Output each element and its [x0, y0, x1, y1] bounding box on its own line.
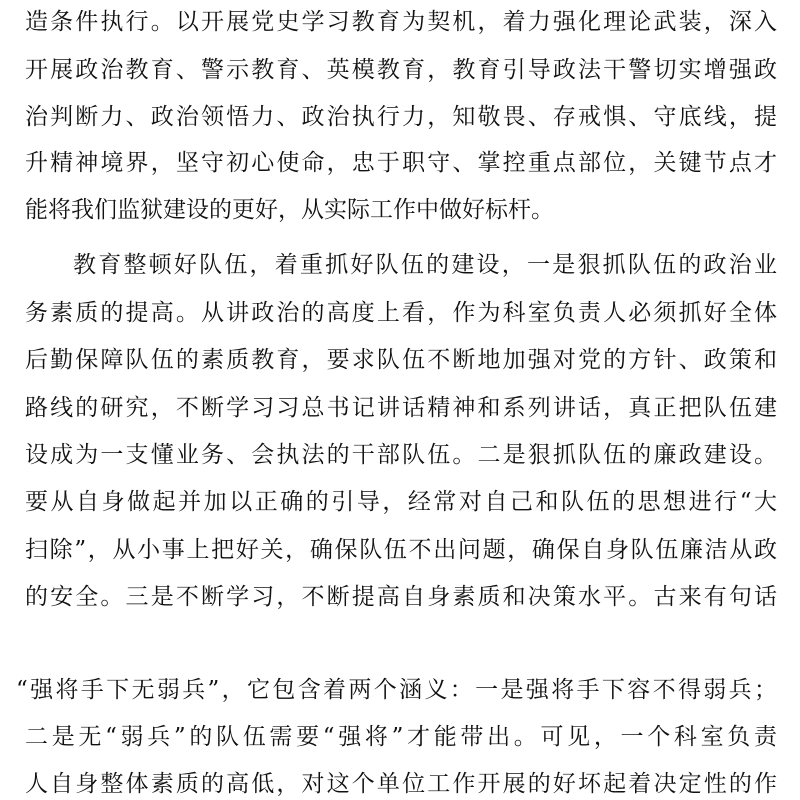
text-line: 人自身整体素质的高低，对这个单位工作开展的好坏起着决定性的作	[25, 771, 777, 797]
text-line: 的安全。三是不断学习，不断提高自身素质和决策水平。古来有句话	[25, 584, 777, 610]
text-line: 路线的研究，不断学习习总书记讲话精神和系列讲话，真正把队伍建	[25, 395, 777, 421]
text-line: 后勤保障队伍的素质教育，要求队伍不断地加强对党的方针、政策和	[25, 347, 777, 373]
text-line: 升精神境界，坚守初心使命，忠于职守、掌控重点部位，关键节点才	[25, 150, 777, 176]
paragraph-start-line: 教育整顿好队伍，着重抓好队伍的建设，一是狠抓队伍的政治业	[73, 252, 777, 278]
text-line: 扫除”，从小事上把好关，确保队伍不出问题，确保自身队伍廉洁从政	[25, 537, 777, 563]
text-line: “强将手下无弱兵”，它包含着两个涵义：一是强将手下容不得弱兵；	[16, 677, 777, 703]
text-line: 治判断力、政治领悟力、政治执行力，知敬畏、存戒惧、守底线，提	[25, 104, 777, 130]
text-line: 要从自身做起并加以正确的引导，经常对自己和队伍的思想进行“大	[25, 489, 777, 515]
text-line: 二是无“弱兵”的队伍需要“强将”才能带出。可见，一个科室负责	[25, 724, 777, 750]
text-line: 能将我们监狱建设的更好，从实际工作中做好标杆。	[25, 197, 554, 223]
text-line: 设成为一支懂业务、会执法的干部队伍。二是狠抓队伍的廉政建设。	[25, 442, 777, 468]
text-line: 造条件执行。以开展党史学习教育为契机，着力强化理论武装，深入	[25, 9, 777, 35]
text-line: 务素质的提高。从讲政治的高度上看，作为科室负责人必须抓好全体	[25, 300, 777, 326]
text-line: 开展政治教育、警示教育、英模教育，教育引导政法干警切实增强政	[25, 57, 777, 83]
